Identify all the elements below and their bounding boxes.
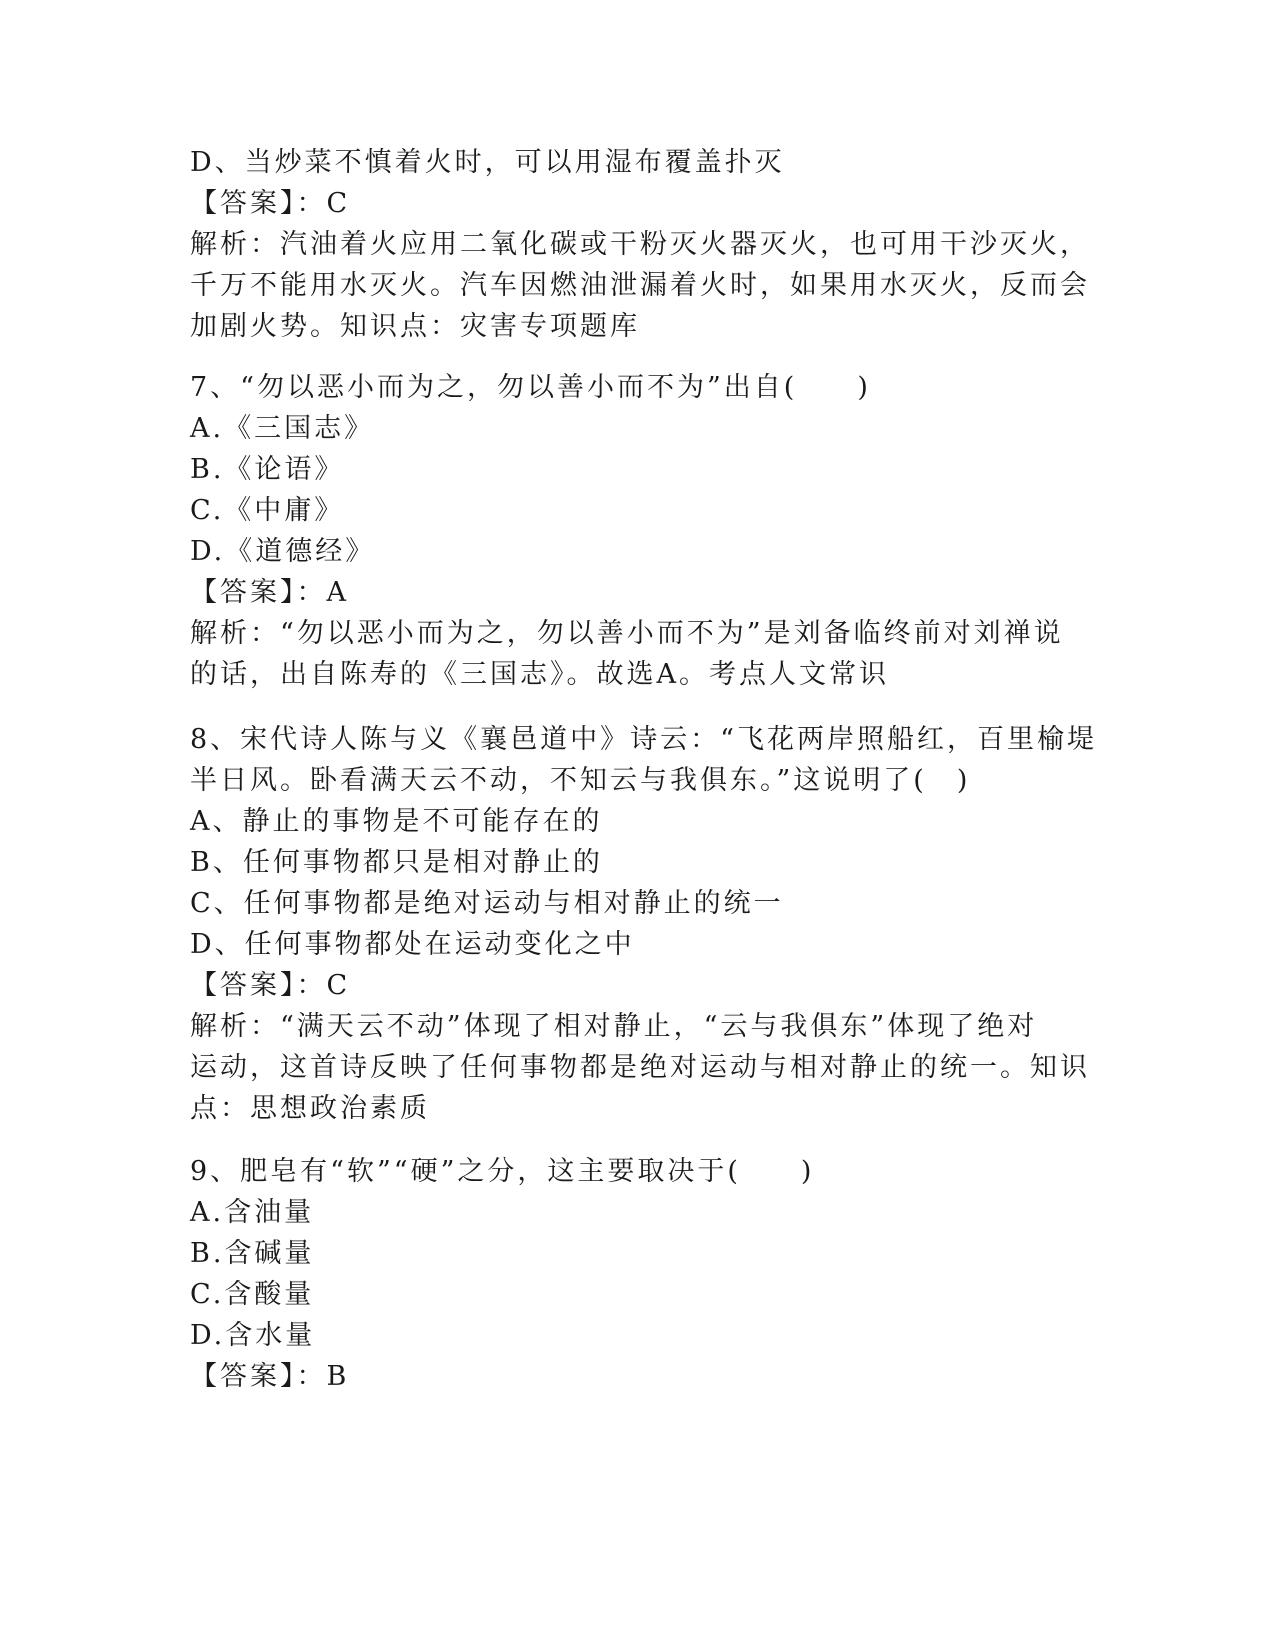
q8-explanation-line-2: 运动，这首诗反映了任何事物都是绝对运动与相对静止的统一。知识 xyxy=(190,1052,1090,1083)
q9-option-a: A.含油量 xyxy=(190,1197,315,1228)
q8-question-line-2: 半日风。卧看满天云不动，不知云与我俱东。”这说明了( ) xyxy=(190,765,971,796)
q7-option-c: C.《中庸》 xyxy=(190,495,345,526)
q8-option-c: C、任何事物都是绝对运动与相对静止的统一 xyxy=(190,888,784,919)
q6-answer: 【答案】：C xyxy=(190,188,351,219)
q8-option-a: A、静止的事物是不可能存在的 xyxy=(190,806,603,837)
q7-option-d: D.《道德经》 xyxy=(190,536,376,567)
q8-explanation-line-1: 解析：“满天云不动”体现了相对静止，“云与我俱东”体现了绝对 xyxy=(190,1011,1038,1042)
q8-explanation-line-3: 点：思想政治素质 xyxy=(190,1093,430,1124)
q6-explanation-line-3: 加剧火势。知识点：灾害专项题库 xyxy=(190,311,640,342)
q9-answer: 【答案】：B xyxy=(190,1361,350,1392)
q7-question: 7、“勿以恶小而为之，勿以善小而不为”出自( ) xyxy=(190,372,871,403)
q6-explanation-line-1: 解析：汽油着火应用二氧化碳或干粉灭火器灭火，也可用干沙灭火， xyxy=(190,229,1090,260)
q7-option-a: A.《三国志》 xyxy=(190,413,375,444)
q8-question-line-1: 8、宋代诗人陈与义《襄邑道中》诗云：“飞花两岸照船红，百里榆堤 xyxy=(190,724,1097,755)
q9-question: 9、肥皂有“软”“硬”之分，这主要取决于( ) xyxy=(190,1156,815,1187)
q8-answer: 【答案】：C xyxy=(190,970,351,1001)
q7-explanation-line-2: 的话，出自陈寿的《三国志》。故选A。考点人文常识 xyxy=(190,659,889,690)
q7-explanation-line-1: 解析：“勿以恶小而为之，勿以善小而不为”是刘备临终前对刘禅说 xyxy=(190,618,1064,649)
q9-option-b: B.含碱量 xyxy=(190,1238,315,1269)
q7-answer: 【答案】：A xyxy=(190,577,349,608)
q6-explanation-line-2: 千万不能用水灭火。汽车因燃油泄漏着火时，如果用水灭火，反而会 xyxy=(190,270,1090,301)
q8-option-d: D、任何事物都处在运动变化之中 xyxy=(190,929,635,960)
q9-option-d: D.含水量 xyxy=(190,1320,316,1351)
q9-option-c: C.含酸量 xyxy=(190,1279,315,1310)
q7-option-b: B.《论语》 xyxy=(190,454,345,485)
q6-option-d: D、当炒菜不慎着火时，可以用湿布覆盖扑灭 xyxy=(190,147,785,178)
q8-option-b: B、任何事物都只是相对静止的 xyxy=(190,847,603,878)
